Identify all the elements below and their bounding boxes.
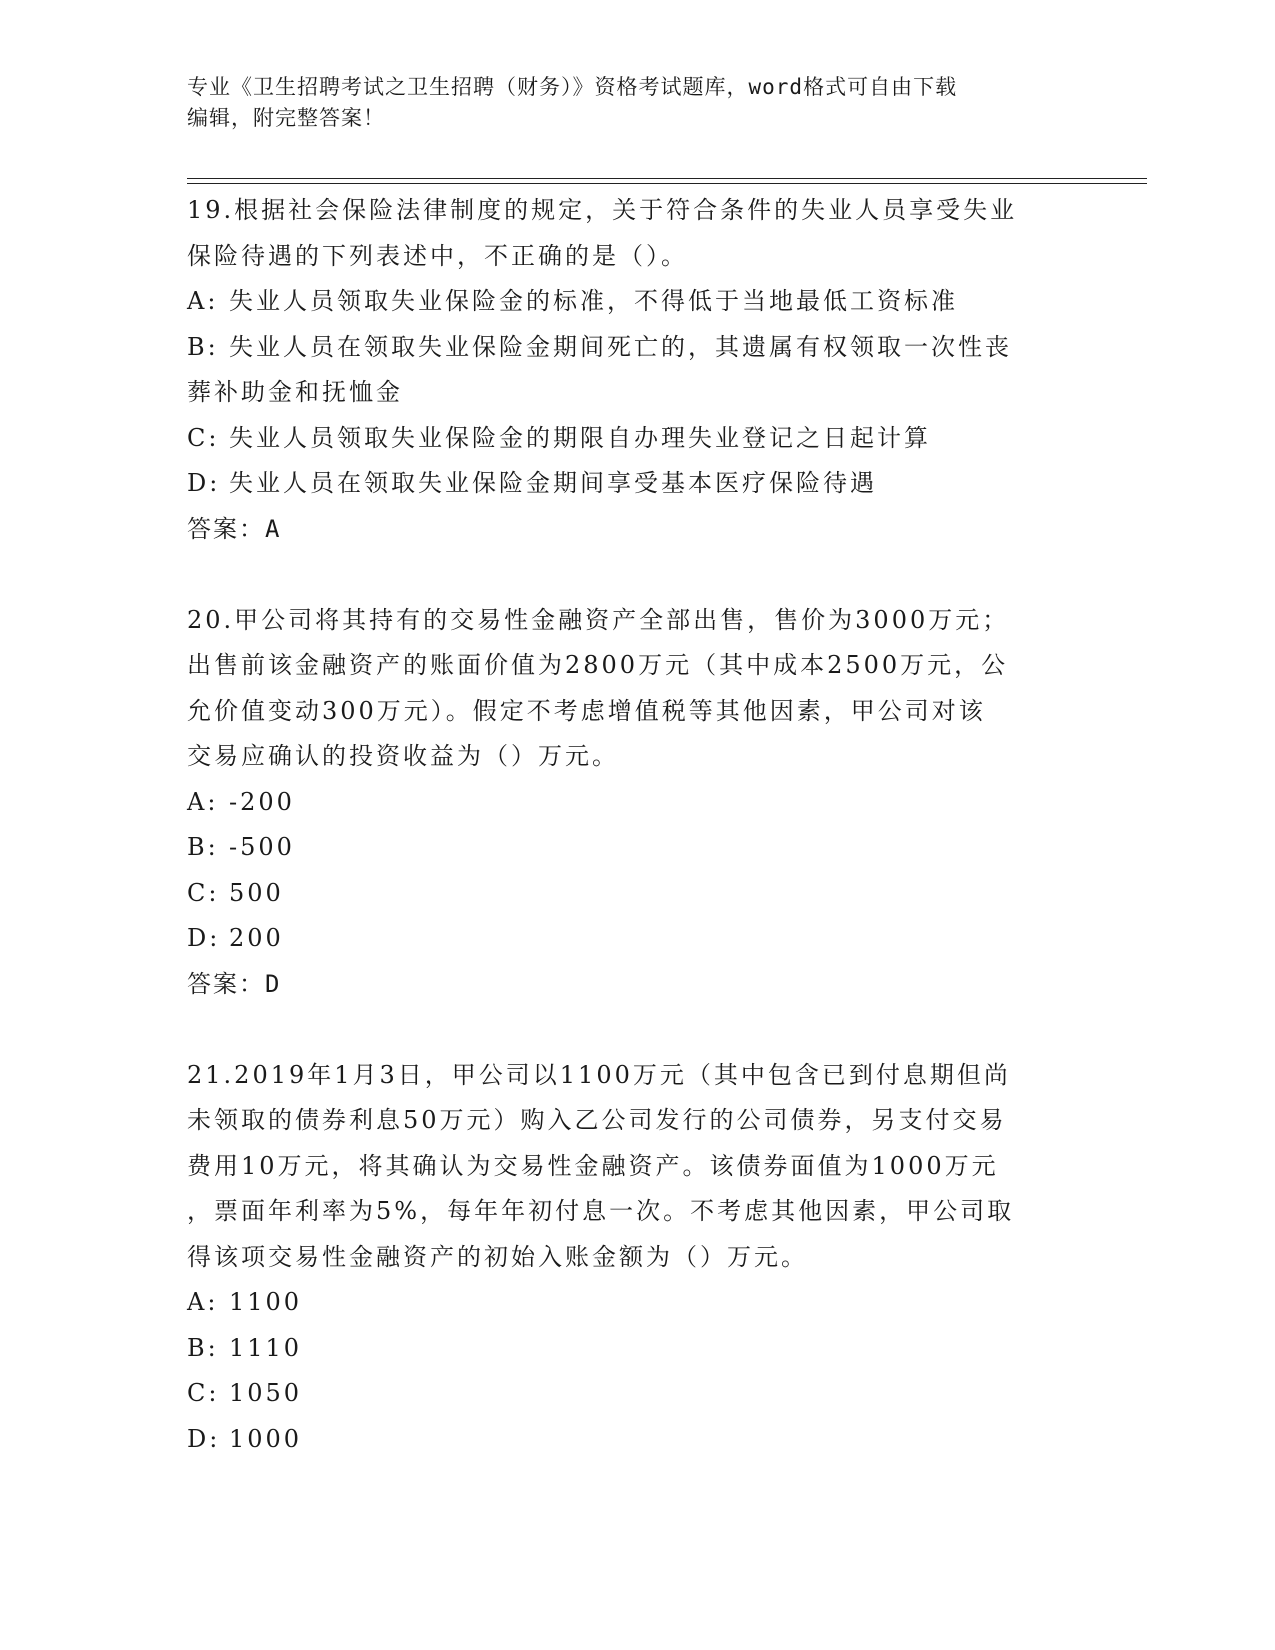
question-spacer — [187, 552, 1087, 598]
question-block — [187, 188, 1087, 598]
option-key: A: — [187, 787, 219, 816]
question-stem-line: 费用10万元，将其确认为交易性金融资产。该债券面值为1000万元 — [187, 1151, 999, 1180]
question-list — [187, 188, 1087, 1462]
option-line — [187, 780, 1087, 826]
question-stem-line: 未领取的债券利息50万元）购入乙公司发行的公司债券，另支付交易 — [187, 1106, 1007, 1134]
option-key: C: — [187, 878, 220, 907]
option-line — [187, 325, 1087, 371]
option-line — [187, 279, 1087, 325]
option-text: 500 — [229, 878, 284, 907]
option-key: B: — [187, 1333, 219, 1362]
option-line — [187, 461, 1087, 507]
header-line-1: 专业《卫生招聘考试之卫生招聘（财务）》资格考试题库，word格式可自由下载 — [187, 75, 958, 99]
option-line — [187, 1417, 1087, 1463]
option-line — [187, 370, 1087, 416]
option-key: D: — [187, 924, 221, 952]
answer-line: 答案：A — [187, 514, 282, 543]
option-key: C: — [187, 1379, 220, 1407]
question-stem-line: 保险待遇的下列表述中，不正确的是（）。 — [187, 241, 688, 270]
header-line-2: 编辑，附完整答案！ — [187, 106, 385, 130]
option-line — [187, 1371, 1087, 1417]
option-line — [187, 1280, 1087, 1326]
option-text: -500 — [229, 833, 295, 861]
header-rule-top — [187, 178, 1147, 179]
option-text: 失业人员领取失业保险金的期限自办理失业登记之日起计算 — [229, 423, 931, 452]
question-stem-line: 20.甲公司将其持有的交易性金融资产全部出售，售价为3000万元； — [187, 605, 1010, 634]
option-text: 1100 — [229, 1288, 303, 1316]
question-block — [187, 1053, 1087, 1463]
option-line — [187, 1326, 1087, 1372]
question-spacer — [187, 1007, 1087, 1053]
question-stem-line: 出售前该金融资产的账面价值为2800万元（其中成本2500万元，公 — [187, 651, 1009, 679]
question-block — [187, 598, 1087, 1053]
question-stem-line: 19.根据社会保险法律制度的规定，关于符合条件的失业人员享受失业 — [187, 196, 1018, 224]
question-stem-line: 交易应确认的投资收益为（）万元。 — [187, 742, 619, 770]
option-line — [187, 416, 1087, 462]
question-stem-line: 允价值变动300万元）。假定不考虑增值税等其他因素，甲公司对该 — [187, 696, 986, 725]
option-text: 失业人员在领取失业保险金期间死亡的，其遗属有权领取一次性丧 — [229, 332, 1012, 361]
option-text: 葬补助金和抚恤金 — [187, 378, 403, 406]
option-key: B: — [187, 833, 219, 861]
question-stem-line: 得该项交易性金融资产的初始入账金额为（）万元。 — [187, 1242, 808, 1271]
option-line — [187, 825, 1087, 871]
document-header — [187, 72, 1067, 134]
option-text: 1110 — [229, 1333, 303, 1362]
header-rule-bottom — [187, 183, 1147, 184]
question-stem-line: ，票面年利率为5%，每年年初付息一次。不考虑其他因素，甲公司取 — [187, 1197, 1015, 1225]
option-text: 1050 — [229, 1379, 303, 1407]
option-line — [187, 916, 1087, 962]
option-text: -200 — [229, 787, 295, 816]
option-text: 失业人员在领取失业保险金期间享受基本医疗保险待遇 — [229, 469, 877, 497]
option-key: A: — [187, 287, 219, 315]
option-line — [187, 871, 1087, 917]
option-key: D: — [187, 1424, 221, 1453]
question-stem-line: 21.2019年1月3日，甲公司以1100万元（其中包含已到付息期但尚 — [187, 1060, 1011, 1089]
option-key: A: — [187, 1288, 219, 1316]
option-text: 失业人员领取失业保险金的标准，不得低于当地最低工资标准 — [229, 287, 958, 315]
option-text: 200 — [229, 924, 284, 952]
option-key: D: — [187, 469, 221, 497]
option-text: 1000 — [229, 1424, 303, 1453]
answer-line: 答案：D — [187, 969, 282, 998]
option-key: C: — [187, 423, 220, 452]
option-key: B: — [187, 332, 219, 361]
